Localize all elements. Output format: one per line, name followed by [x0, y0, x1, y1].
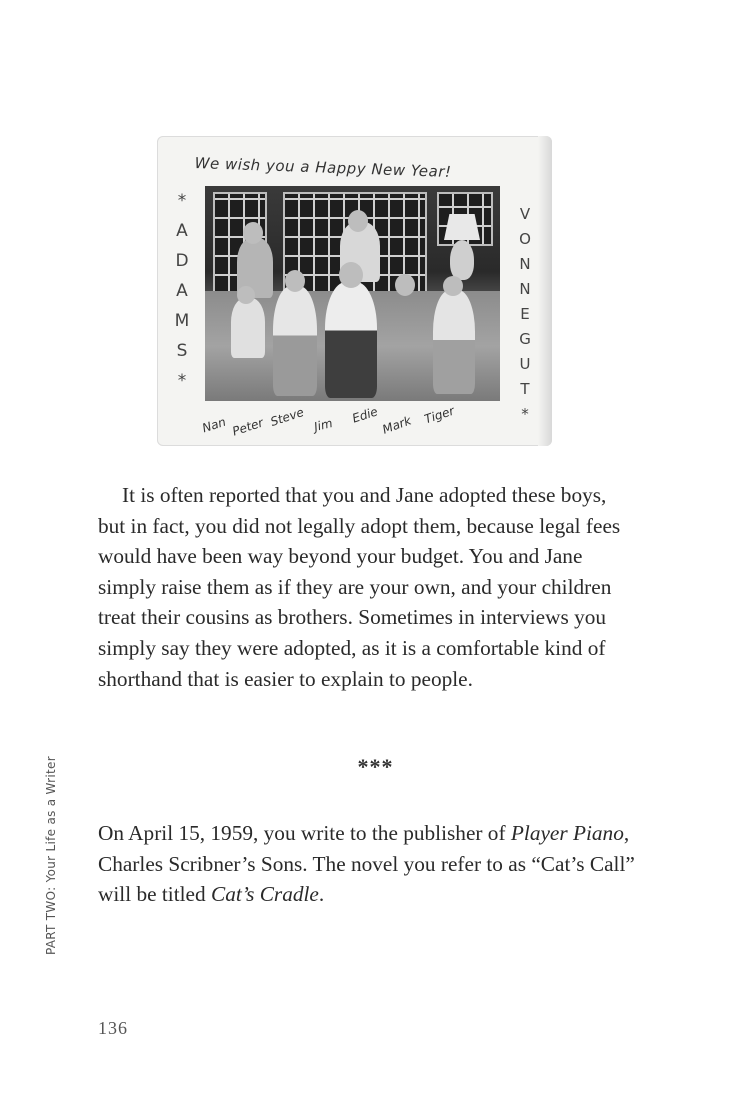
name-label: Steve — [268, 405, 306, 429]
child-head — [285, 270, 305, 292]
running-head: PART TWO: Your Life as a Writer — [44, 756, 58, 955]
child-figure — [325, 282, 377, 398]
name-label: Tiger — [422, 403, 457, 427]
name-label: Peter — [230, 415, 266, 439]
name-label: Jim — [312, 415, 334, 435]
lamp-shade — [444, 214, 480, 240]
child-head — [237, 286, 255, 304]
lamp-base — [450, 240, 474, 280]
child-figure — [231, 298, 265, 358]
name-label: Edie — [350, 404, 380, 426]
child-figure — [433, 290, 475, 394]
body-paragraph-1: It is often reported that you and Jane adopted these boys, but in fact, you did not legally adopt them, because legal fees would have been way beyond your budget. You and Jane simply raise them as if they are your own, and your children treat their cousins as brothers. Sometimes in interviews you simply say they were adopted, as it is a comfortable kind of shorthand that is easier to explain to people. — [98, 483, 621, 691]
page-number: 136 — [98, 1018, 128, 1038]
child-figure — [273, 286, 317, 396]
scan-edge — [538, 136, 552, 446]
child-head — [395, 274, 415, 296]
family-photo — [157, 136, 552, 446]
child-head — [348, 210, 368, 232]
body-paragraph-2: On April 15, 1959, you write to the publisher of Player Piano, Charles Scribner’s Sons. The novel you refer to as “Cat’s Call” will be titled Cat’s Cradle. — [98, 821, 635, 907]
book-title: Cat’s Cradle — [210, 882, 319, 907]
child-head — [243, 222, 263, 244]
photo-left-surname: * A D A M S * — [174, 191, 190, 391]
photo-right-surname: V O N N E G U T * — [519, 205, 531, 423]
photo-caption-names — [202, 404, 502, 444]
name-label: Nan — [200, 414, 228, 436]
child-figure — [383, 290, 427, 396]
child-head — [443, 276, 463, 296]
photo-greeting: We wish you a Happy New Year! — [194, 154, 452, 181]
photo-image — [205, 186, 500, 401]
book-title: Player Piano — [510, 821, 624, 845]
child-head — [339, 262, 363, 288]
section-separator: *** — [357, 754, 394, 779]
name-label: Mark — [380, 413, 414, 437]
